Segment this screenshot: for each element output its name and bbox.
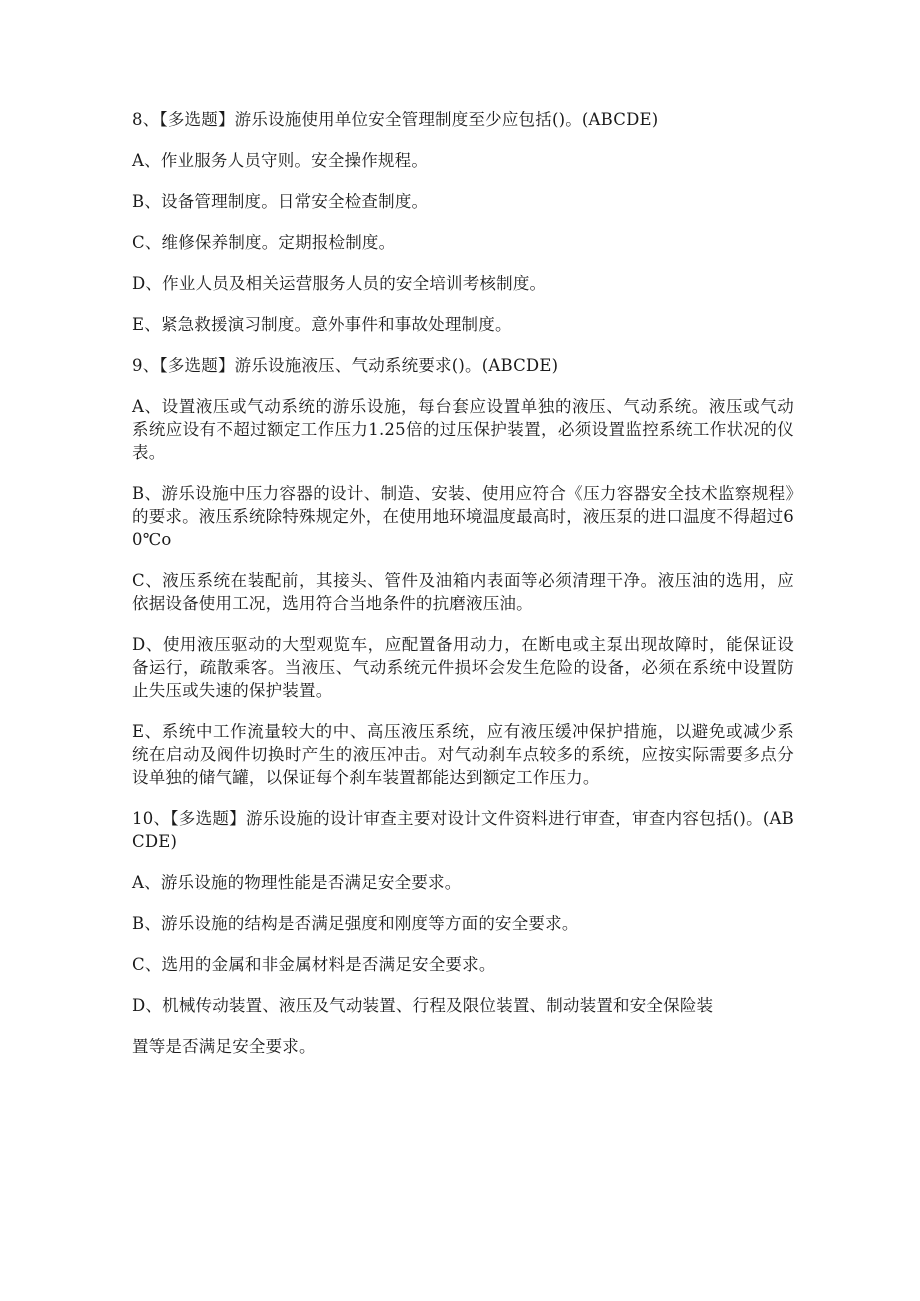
option-c: C、液压系统在装配前，其接头、管件及油箱内表面等必须清理干净。液压油的选用，应依据设备使用工况，选用符合当地条件的抗磨液压油。 (132, 571, 794, 613)
question-stem: 8、【多选题】游乐设施使用单位安全管理制度至少应包括()。(ABCDE) (132, 110, 659, 129)
question-stem: 10、【多选题】游乐设施的设计审查主要对设计文件资料进行审查，审查内容包括()。(ABCDE) (132, 809, 794, 851)
option-d: D、作业人员及相关运营服务人员的安全培训考核制度。 (132, 274, 547, 293)
option-c: C、选用的金属和非金属材料是否满足安全要求。 (132, 955, 496, 974)
question-9 (132, 354, 794, 789)
option-a: A、游乐设施的物理性能是否满足安全要求。 (132, 873, 462, 892)
option-d-continuation: 置等是否满足安全要求。 (132, 1037, 316, 1056)
question-stem: 9、【多选题】游乐设施液压、气动系统要求()。(ABCDE) (132, 356, 559, 375)
option-e: E、系统中工作流量较大的中、高压液压系统，应有液压缓冲保护措施，以避免或减少系统在启动及阀件切换时产生的液压冲击。对气动刹车点较多的系统，应按实际需要多点分设单独的储气罐，以保证每个刹车装置都能达到额定工作压力。 (132, 722, 794, 787)
option-a: A、设置液压或气动系统的游乐设施，每台套应设置单独的液压、气动系统。液压或气动系统应设有不超过额定工作压力1.25倍的过压保护装置，必须设置监控系统工作状况的仪表。 (132, 397, 794, 462)
option-b: B、设备管理制度。日常安全检查制度。 (132, 192, 429, 211)
question-8 (132, 108, 794, 336)
option-c: C、维修保养制度。定期报检制度。 (132, 233, 396, 252)
option-d: D、使用液压驱动的大型观览车，应配置备用动力，在断电或主泵出现故障时，能保证设备运行，疏散乘客。当液压、气动系统元件损坏会发生危险的设备，必须在系统中设置防止失压或失速的保护装置。 (132, 635, 794, 700)
option-d: D、机械传动装置、液压及气动装置、行程及限位装置、制动装置和安全保险装 (132, 996, 714, 1015)
question-10 (132, 807, 794, 1058)
document-page (132, 108, 794, 1076)
option-a: A、作业服务人员守则。安全操作规程。 (132, 151, 429, 170)
option-e: E、紧急救援演习制度。意外事件和事故处理制度。 (132, 315, 512, 334)
option-b: B、游乐设施的结构是否满足强度和刚度等方面的安全要求。 (132, 914, 579, 933)
option-b: B、游乐设施中压力容器的设计、制造、安装、使用应符合《压力容器安全技术监察规程》的要求。液压系统除特殊规定外，在使用地环境温度最高时，液压泵的进口温度不得超过60℃o (132, 484, 794, 549)
